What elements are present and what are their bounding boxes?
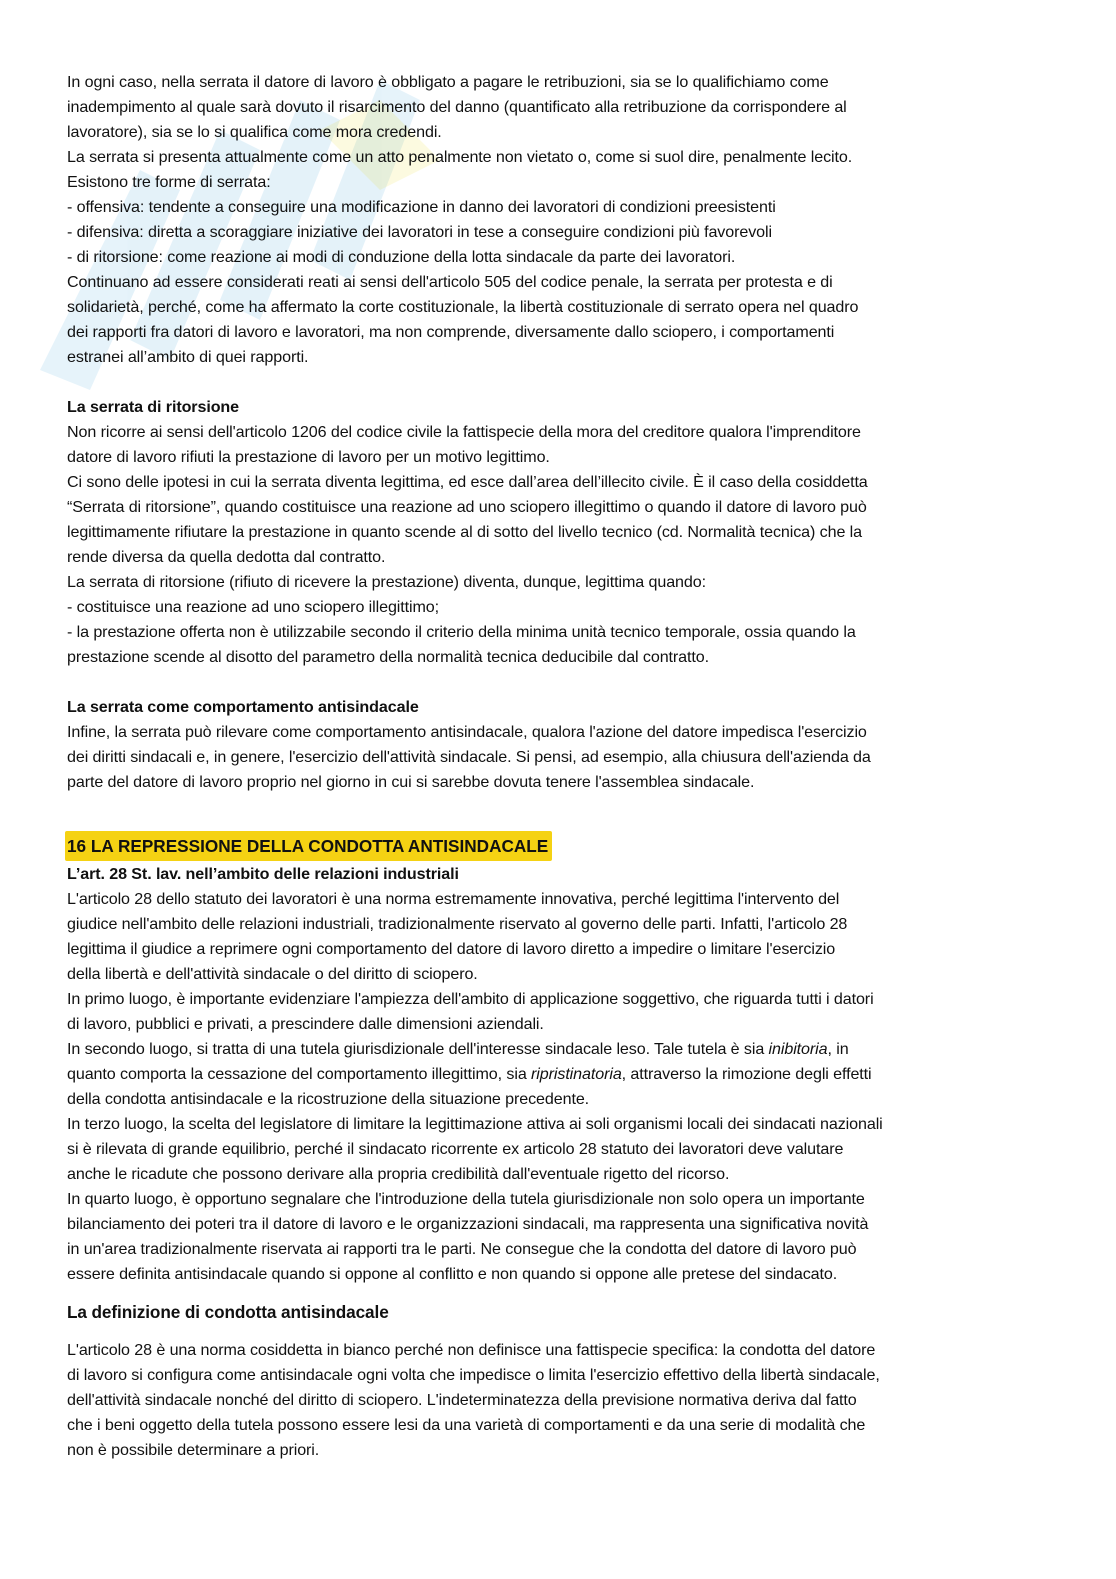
text-line xyxy=(67,1037,1057,1062)
text-line: rende diversa da quella dedotta dal contratto. xyxy=(67,548,386,566)
text-line: L'articolo 28 è una norma cosiddetta in bianco perché non definisce una fattispecie specifica: la condotta del datore xyxy=(67,1341,876,1359)
text-line: parte del datore di lavoro proprio nel giorno in cui si sarebbe dovuta tenere l'assemblea sindacale. xyxy=(67,773,755,791)
art28-section xyxy=(67,862,1057,1287)
italic-term: inibitoria xyxy=(768,1040,828,1058)
text-line: legittima il giudice a reprimere ogni comportamento del datore di lavoro diretto a impedire o limitare l'esercizio xyxy=(67,940,836,958)
text-line: in un'area tradizionalmente riservata ai rapporti tra le parti. Ne consegue che la condotta del datore di lavoro può xyxy=(67,1240,857,1258)
chapter-heading-wrap xyxy=(67,831,1057,861)
text-line: solidarietà, perché, come ha affermato la corte costituzionale, la libertà costituzionale di serrato opera nel quadro xyxy=(67,298,859,316)
text-line: estranei all’ambito di quei rapporti. xyxy=(67,348,309,366)
document-page xyxy=(67,70,1057,1463)
text-line: Non ricorre ai sensi dell'articolo 1206 del codice civile la fattispecie della mora del creditore qualora l'imprenditore xyxy=(67,423,861,441)
ritorsione-section xyxy=(67,395,1057,670)
text-line: non è possibile determinare a priori. xyxy=(67,1441,320,1459)
list-item: - la prestazione offerta non è utilizzabile secondo il criterio della minima unità tecnico temporale, ossia quando la xyxy=(67,623,856,641)
text-line: della libertà e dell'attività sindacale o del diritto di sciopero. xyxy=(67,965,478,983)
text-line: dei rapporti fra datori di lavoro e lavoratori, ma non comprende, diversamente dallo sciopero, i comportamenti xyxy=(67,323,835,341)
text-line: inadempimento al quale sarà dovuto il risarcimento del danno (quantificato alla retribuzione da corrispondere al xyxy=(67,98,847,116)
text-line: prestazione scende al disotto del parametro della normalità tecnica deducibile dal contratto. xyxy=(67,648,709,666)
section-heading: L’art. 28 St. lav. nell’ambito delle relazioni industriali xyxy=(67,865,459,883)
antisindacale-section xyxy=(67,695,1057,795)
text-line: Infine, la serrata può rilevare come comportamento antisindacale, qualora l'azione del datore impedisca l'esercizio xyxy=(67,723,867,741)
list-item: - difensiva: diretta a scoraggiare iniziative dei lavoratori in tese a conseguire condizioni più favorevoli xyxy=(67,223,772,241)
text-run: quanto comporta la cessazione del comportamento illegittimo, sia xyxy=(67,1065,532,1083)
intro-section xyxy=(67,70,1057,370)
section-heading: La serrata come comportamento antisindacale xyxy=(67,698,419,716)
definizione-section xyxy=(67,1299,1057,1463)
section-heading: La definizione di condotta antisindacale xyxy=(67,1302,389,1322)
text-line: Continuano ad essere considerati reati ai sensi dell'articolo 505 del codice penale, la serrata per protesta e di xyxy=(67,273,833,291)
text-line: Esistono tre forme di serrata: xyxy=(67,173,271,191)
text-line: Ci sono delle ipotesi in cui la serrata diventa legittima, ed esce dall’area dell’illecito civile. È il caso della cosiddetta xyxy=(67,473,868,491)
text-line xyxy=(67,1062,1057,1087)
text-line: della condotta antisindacale e la ricostruzione della situazione precedente. xyxy=(67,1090,590,1108)
text-line: anche le ricadute che possono derivare alla propria credibilità dall'eventuale rigetto del ricorso. xyxy=(67,1165,730,1183)
text-line: si è rilevata di grande equilibrio, perché il sindacato ricorrente ex articolo 28 statuto dei lavoratori deve valutare xyxy=(67,1140,844,1158)
text-line: In ogni caso, nella serrata il datore di lavoro è obbligato a pagare le retribuzioni, sia se lo qualifichiamo come xyxy=(67,73,829,91)
text-line: L'articolo 28 dello statuto dei lavoratori è una norma estremamente innovativa, perché legittima l'intervento del xyxy=(67,890,840,908)
text-run: In secondo luogo, si tratta di una tutela giurisdizionale dell'interesse sindacale leso. Tale tutela è sia xyxy=(67,1040,769,1058)
text-line: La serrata di ritorsione (rifiuto di ricevere la prestazione) diventa, dunque, legittima quando: xyxy=(67,573,706,591)
chapter-heading: 16 LA REPRESSIONE DELLA CONDOTTA ANTISINDACALE xyxy=(65,831,552,861)
text-line: giudice nell'ambito delle relazioni industriali, tradizionalmente riservato al governo delle parti. Infatti, l'articolo 28 xyxy=(67,915,848,933)
text-line: dei diritti sindacali e, in genere, l'esercizio dell'attività sindacale. Si pensi, ad esempio, alla chiusura dell'azienda da xyxy=(67,748,871,766)
section-heading: La serrata di ritorsione xyxy=(67,398,240,416)
text-line: In primo luogo, è importante evidenziare l'ampiezza dell'ambito di applicazione soggettivo, che riguarda tutti i datori xyxy=(67,990,874,1008)
text-line: che i beni oggetto della tutela possono essere lesi da una varietà di comportamenti e da una serie di modalità che xyxy=(67,1416,866,1434)
list-item: - di ritorsione: come reazione ai modi di conduzione della lotta sindacale da parte dei lavoratori. xyxy=(67,248,736,266)
text-line: In terzo luogo, la scelta del legislatore di limitare la legittimazione attiva ai soli organismi locali dei sindacati nazionali xyxy=(67,1115,883,1133)
text-line: legittimamente rifiutare la prestazione in quanto scende al di sotto del livello tecnico (cd. Normalità tecnica) che la xyxy=(67,523,862,541)
text-line: In quarto luogo, è opportuno segnalare che l'introduzione della tutela giurisdizionale non solo opera un importante xyxy=(67,1190,865,1208)
list-item: - offensiva: tendente a conseguire una modificazione in danno dei lavoratori di condizioni preesistenti xyxy=(67,198,776,216)
text-run: , attraverso la rimozione degli effetti xyxy=(621,1065,872,1083)
text-line: di lavoro si configura come antisindacale ogni volta che impedisce o limita l'esercizio effettivo della libertà sindacale, xyxy=(67,1366,880,1384)
text-line: lavoratore), sia se lo si qualifica come mora credendi. xyxy=(67,123,442,141)
text-line: bilanciamento dei poteri tra il datore di lavoro e le organizzazioni sindacali, ma rappresenta una significativa novità xyxy=(67,1215,869,1233)
list-item: - costituisce una reazione ad uno sciopero illegittimo; xyxy=(67,598,440,616)
text-line: “Serrata di ritorsione”, quando costituisce una reazione ad uno sciopero illegittimo o quando il datore di lavoro può xyxy=(67,498,867,516)
text-line: datore di lavoro rifiuti la prestazione di lavoro per un motivo legittimo. xyxy=(67,448,550,466)
text-line: essere definita antisindacale quando si oppone al conflitto e non quando si oppone alle pretese del sindacato. xyxy=(67,1265,838,1283)
text-line: dell'attività sindacale nonché del diritto di sciopero. L'indeterminatezza della previsione normativa deriva dal fatto xyxy=(67,1391,857,1409)
text-line: di lavoro, pubblici e privati, a prescindere dalle dimensioni aziendali. xyxy=(67,1015,544,1033)
text-run: , in xyxy=(827,1040,849,1058)
text-line: La serrata si presenta attualmente come un atto penalmente non vietato o, come si suol dire, penalmente lecito. xyxy=(67,148,853,166)
italic-term: ripristinatoria xyxy=(531,1065,622,1083)
